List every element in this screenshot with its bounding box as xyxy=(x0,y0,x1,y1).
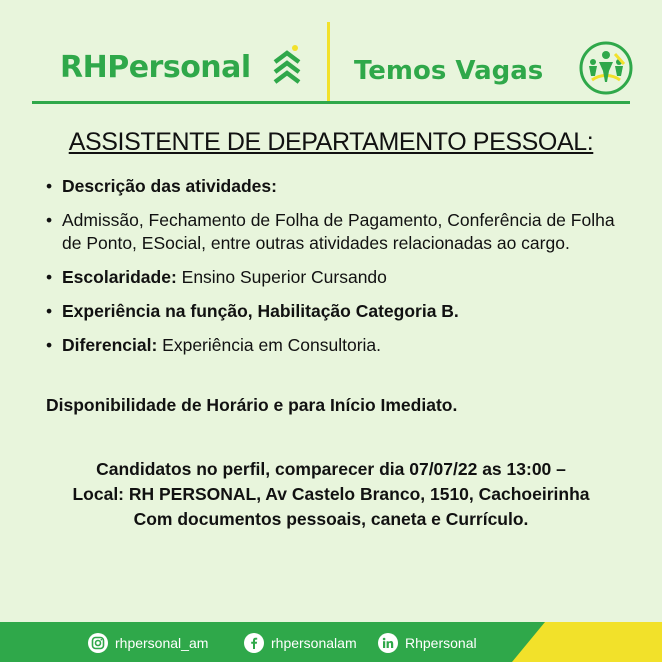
social-facebook[interactable] xyxy=(244,632,357,654)
people-emblem-icon xyxy=(578,40,634,96)
item-label: Diferencial: xyxy=(62,335,158,355)
social-handle: rhpersonal_am xyxy=(115,635,209,651)
availability-note: Disponibilidade de Horário e para Início Imediato. xyxy=(46,395,458,415)
cta-line: Com documentos pessoais, caneta e Currículo. xyxy=(133,509,529,529)
list-item xyxy=(46,175,626,198)
item-text: Admissão, Fechamento de Folha de Pagamento, Conferência de Folha de Ponto, ESocial, entre outras atividades relacionadas ao cargo. xyxy=(62,210,615,253)
item-text: Ensino Superior Cursando xyxy=(176,267,387,287)
tagline: Temos Vagas xyxy=(354,56,544,86)
header xyxy=(0,0,662,110)
social-handle: Rhpersonal xyxy=(405,635,477,651)
footer xyxy=(0,622,662,662)
cta-line: Candidatos no perfil, comparecer dia 07/07/22 as 13:00 – xyxy=(96,459,566,479)
list-item xyxy=(46,266,626,289)
job-details-list xyxy=(46,175,626,368)
job-title: ASSISTENTE DE DEPARTAMENTO PESSOAL: xyxy=(68,128,594,156)
logo-chevrons-icon xyxy=(272,42,302,86)
social-instagram[interactable] xyxy=(88,632,208,654)
facebook-icon xyxy=(244,633,264,653)
social-handle: rhpersonalam xyxy=(271,635,357,651)
logo-text: RHPersonal xyxy=(60,50,251,85)
list-item xyxy=(46,209,626,255)
footer-accent xyxy=(512,622,662,662)
social-linkedin[interactable] xyxy=(378,632,477,654)
header-divider xyxy=(327,22,330,102)
list-item xyxy=(46,300,626,323)
item-label: Experiência na função, Habilitação Categoria B. xyxy=(62,301,459,321)
list-item xyxy=(46,334,626,357)
item-text: Experiência em Consultoria. xyxy=(157,335,382,355)
linkedin-icon xyxy=(378,633,398,653)
cta-line: Local: RH PERSONAL, Av Castelo Branco, 1510, Cachoeirinha xyxy=(72,484,590,504)
instagram-icon xyxy=(88,633,108,653)
item-label: Descrição das atividades: xyxy=(62,176,277,196)
header-rule xyxy=(32,101,630,104)
item-label: Escolaridade: xyxy=(62,267,177,287)
call-to-action xyxy=(0,457,662,532)
